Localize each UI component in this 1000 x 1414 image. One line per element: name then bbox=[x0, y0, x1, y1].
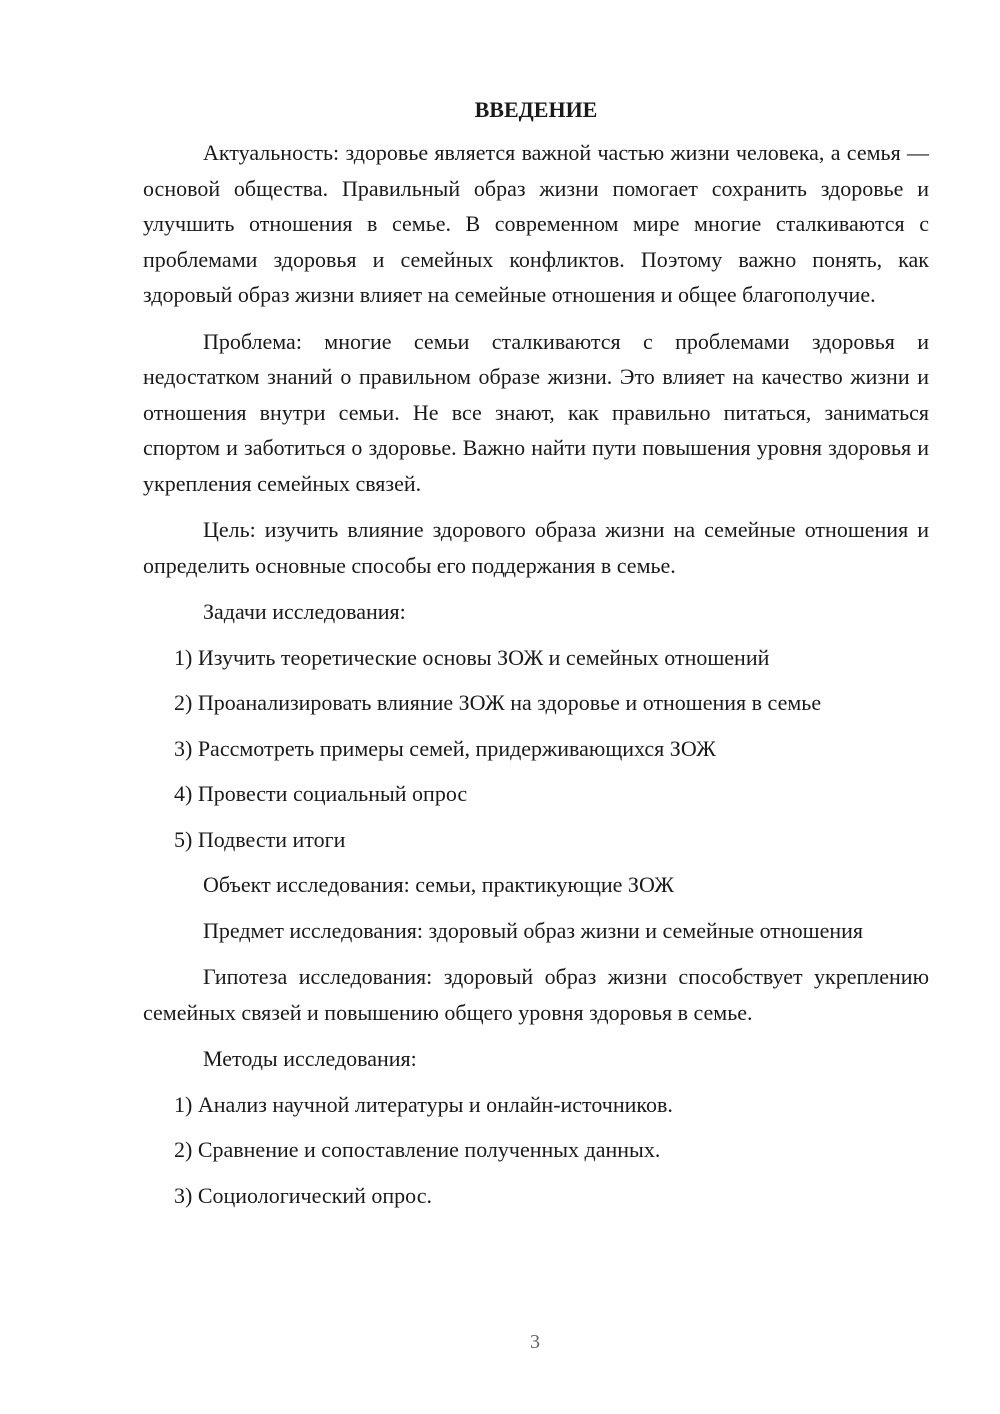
methods-list bbox=[143, 1087, 929, 1214]
tasks-heading: Задачи исследования: bbox=[203, 599, 406, 624]
paragraph-object: Объект исследования: семьи, практикующие ЗОЖ bbox=[203, 872, 674, 897]
document-page bbox=[143, 95, 929, 1223]
list-item: 5) Подвести итоги bbox=[174, 826, 346, 852]
paragraph-goal: Цель: изучить влияние здорового образа жизни на семейные отношения и определить основные способы его поддержания в семье. bbox=[143, 517, 929, 578]
paragraph-problem: Проблема: многие семьи сталкиваются с проблемами здоровья и недостатком знаний о правильном образе жизни. Это влияет на качество жизни и отношения внутри семьи. Не все знают, как правильно питаться, заниматься спортом и заботиться о здоровье. Важно найти пути повышения уровня здоровья и укрепления семейных связей. bbox=[143, 328, 929, 496]
list-item: 1) Анализ научной литературы и онлайн-источников. bbox=[174, 1091, 673, 1117]
paragraph-relevance: Актуальность: здоровье является важной частью жизни человека, а семья — основой общества. Правильный образ жизни помогает сохранить здоровье и улучшить отношения в семье. В современном мире многие сталкиваются с проблемами здоровья и семейных конфликтов. Поэтому важно понять, как здоровый образ жизни влияет на семейные отношения и общее благополучие. bbox=[143, 140, 929, 307]
page-number: 3 bbox=[530, 1331, 540, 1353]
methods-heading: Методы исследования: bbox=[203, 1046, 417, 1071]
list-item: 2) Сравнение и сопоставление полученных данных. bbox=[174, 1137, 661, 1162]
list-item: 3) Социологический опрос. bbox=[174, 1182, 432, 1208]
paragraph-hypothesis: Гипотеза исследования: здоровый образ жизни способствует укреплению семейных связей и повышению общего уровня здоровья в семье. bbox=[143, 964, 929, 1025]
tasks-list bbox=[143, 640, 929, 858]
list-item: 1) Изучить теоретические основы ЗОЖ и семейных отношений bbox=[174, 644, 770, 670]
document-title: ВВЕДЕНИЕ bbox=[474, 97, 598, 122]
list-item: 4) Провести социальный опрос bbox=[174, 781, 468, 806]
list-item: 3) Рассмотреть примеры семей, придерживающихся ЗОЖ bbox=[174, 735, 716, 761]
paragraph-subject: Предмет исследования: здоровый образ жизни и семейные отношения bbox=[203, 917, 864, 943]
list-item: 2) Проанализировать влияние ЗОЖ на здоровье и отношения в семье bbox=[174, 690, 822, 715]
